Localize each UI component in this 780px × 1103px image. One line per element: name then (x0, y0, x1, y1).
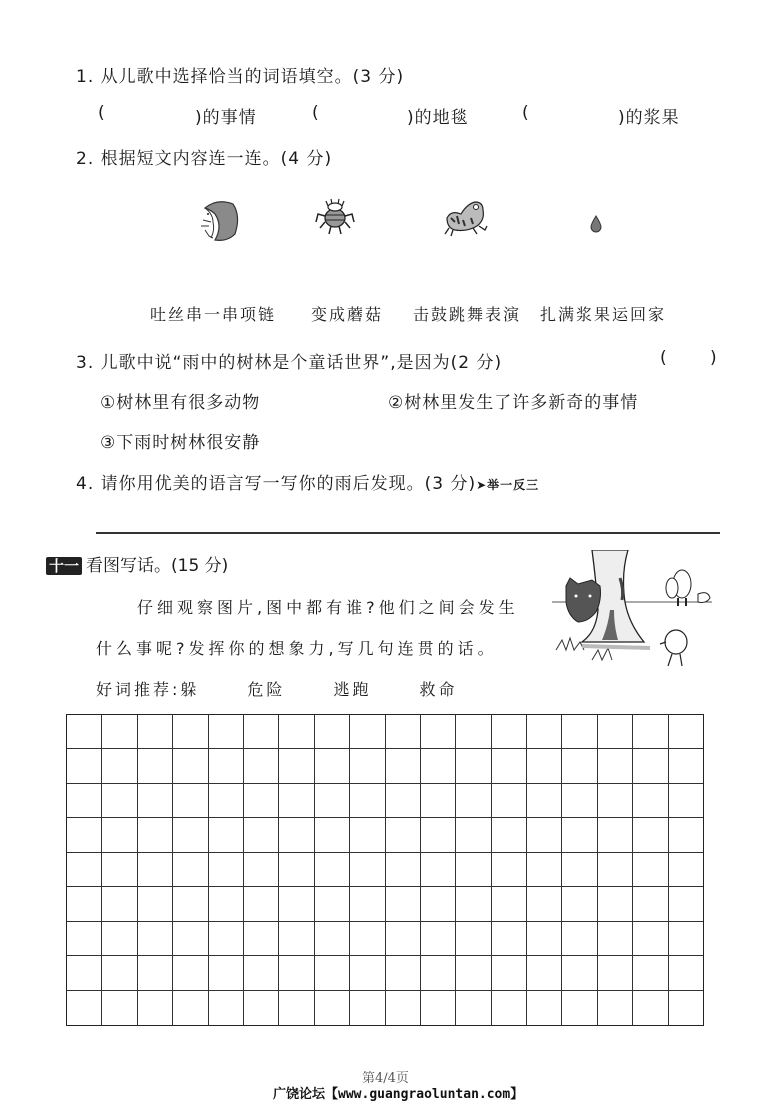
grid-cell[interactable] (173, 956, 208, 990)
grid-cell[interactable] (244, 715, 279, 749)
answer-open-paren: ( (660, 348, 667, 368)
grid-cell[interactable] (279, 818, 314, 852)
question-2-title: 2. 根据短文内容连一连。(4 分) (76, 149, 333, 169)
grid-cell[interactable] (138, 784, 173, 818)
raindrop-icon[interactable] (589, 215, 603, 233)
grid-cell[interactable] (421, 818, 456, 852)
grid-cell[interactable] (173, 784, 208, 818)
grid-cell[interactable] (669, 784, 703, 818)
question-4 (76, 469, 539, 494)
grid-cell[interactable] (67, 887, 102, 921)
grid-cell[interactable] (562, 853, 597, 887)
grid-cell[interactable] (386, 991, 421, 1025)
prompt-line-1: 仔细观察图片,图中都有谁?他们之间会发生 (137, 598, 519, 617)
grid-cell[interactable] (527, 749, 562, 783)
grid-cell[interactable] (456, 991, 491, 1025)
grid-cell[interactable] (562, 818, 597, 852)
grid-cell[interactable] (598, 784, 633, 818)
grid-cell[interactable] (421, 853, 456, 887)
grid-cell[interactable] (67, 991, 102, 1025)
grid-cell[interactable] (598, 922, 633, 956)
grid-cell[interactable] (386, 715, 421, 749)
grid-cell[interactable] (562, 715, 597, 749)
grid-cell[interactable] (315, 887, 350, 921)
grid-cell[interactable] (562, 749, 597, 783)
grid-cell[interactable] (562, 991, 597, 1025)
grid-cell[interactable] (279, 991, 314, 1025)
option-3[interactable]: ③下雨时树林很安静 (100, 433, 261, 453)
grid-cell[interactable] (386, 956, 421, 990)
grid-cell[interactable] (527, 922, 562, 956)
grid-cell[interactable] (209, 749, 244, 783)
grid-cell[interactable] (315, 715, 350, 749)
grid-cell[interactable] (421, 749, 456, 783)
grid-cell[interactable] (350, 784, 385, 818)
hedgehog-icon[interactable] (195, 196, 243, 244)
grid-cell[interactable] (598, 853, 633, 887)
grid-cell[interactable] (315, 922, 350, 956)
grid-cell[interactable] (633, 784, 668, 818)
grid-cell[interactable] (598, 818, 633, 852)
grid-cell[interactable] (244, 784, 279, 818)
phrase-1[interactable]: 吐丝串一串项链 (150, 305, 277, 324)
grid-cell[interactable] (138, 956, 173, 990)
grid-cell[interactable] (67, 956, 102, 990)
grid-cell[interactable] (315, 784, 350, 818)
section-11-title: 看图写话。(15 分) (86, 556, 229, 576)
grid-cell[interactable] (527, 991, 562, 1025)
option-2[interactable]: ②树林里发生了许多新奇的事情 (388, 393, 639, 413)
grid-cell[interactable] (633, 956, 668, 990)
grid-cell[interactable] (386, 922, 421, 956)
grid-cell[interactable] (350, 991, 385, 1025)
grid-cell[interactable] (244, 749, 279, 783)
grid-cell[interactable] (562, 922, 597, 956)
grid-row (67, 853, 703, 887)
grid-cell[interactable] (102, 991, 137, 1025)
grid-cell[interactable] (527, 887, 562, 921)
grid-cell[interactable] (492, 922, 527, 956)
grid-cell[interactable] (209, 818, 244, 852)
grid-cell[interactable] (456, 956, 491, 990)
grid-cell[interactable] (209, 956, 244, 990)
grid-cell[interactable] (209, 887, 244, 921)
writing-grid[interactable] (66, 714, 704, 1026)
blank-2-open: ( (312, 103, 319, 123)
section-number-badge: 十一 (46, 557, 82, 575)
grid-cell[interactable] (456, 853, 491, 887)
grid-cell[interactable] (669, 922, 703, 956)
grid-row (67, 956, 703, 990)
grid-cell[interactable] (527, 853, 562, 887)
grid-cell[interactable] (633, 887, 668, 921)
grid-cell[interactable] (350, 922, 385, 956)
grid-row (67, 749, 703, 783)
grid-cell[interactable] (527, 818, 562, 852)
grid-cell[interactable] (279, 887, 314, 921)
grid-cell[interactable] (209, 922, 244, 956)
phrase-3[interactable]: 击鼓跳舞表演 (413, 305, 522, 324)
grid-cell[interactable] (244, 991, 279, 1025)
grid-cell[interactable] (492, 887, 527, 921)
grid-cell[interactable] (102, 715, 137, 749)
grid-cell[interactable] (173, 749, 208, 783)
grid-cell[interactable] (102, 922, 137, 956)
grid-cell[interactable] (669, 991, 703, 1025)
grid-cell[interactable] (421, 784, 456, 818)
grid-cell[interactable] (386, 818, 421, 852)
grid-cell[interactable] (244, 818, 279, 852)
grid-cell[interactable] (138, 715, 173, 749)
grid-cell[interactable] (527, 715, 562, 749)
grid-cell[interactable] (633, 853, 668, 887)
grid-cell[interactable] (421, 956, 456, 990)
phrase-2[interactable]: 变成蘑菇 (311, 305, 384, 324)
grid-cell[interactable] (456, 887, 491, 921)
question-1-title: 1. 从儿歌中选择恰当的词语填空。(3 分) (76, 67, 405, 87)
grid-cell[interactable] (633, 922, 668, 956)
grid-cell[interactable] (67, 818, 102, 852)
grid-cell[interactable] (527, 784, 562, 818)
grid-row (67, 991, 703, 1025)
grid-cell[interactable] (669, 715, 703, 749)
grid-cell[interactable] (209, 853, 244, 887)
answer-close-paren: ) (710, 348, 717, 368)
grid-cell[interactable] (492, 715, 527, 749)
grid-row (67, 887, 703, 921)
grid-cell[interactable] (421, 922, 456, 956)
grid-cell[interactable] (669, 818, 703, 852)
grid-cell[interactable] (67, 749, 102, 783)
grid-cell[interactable] (315, 749, 350, 783)
grid-cell[interactable] (67, 715, 102, 749)
blank-2-close: )的地毯 (407, 108, 469, 128)
grid-cell[interactable] (527, 956, 562, 990)
grid-cell[interactable] (279, 784, 314, 818)
grid-cell[interactable] (386, 887, 421, 921)
grid-cell[interactable] (279, 715, 314, 749)
grid-cell[interactable] (562, 887, 597, 921)
grid-cell[interactable] (138, 749, 173, 783)
blank-3-open: ( (522, 103, 529, 123)
frog-icon[interactable] (443, 198, 489, 238)
wolf-and-chick-illustration (552, 550, 722, 670)
grid-cell[interactable] (279, 749, 314, 783)
grid-cell[interactable] (421, 887, 456, 921)
phrase-4[interactable]: 扎满浆果运回家 (540, 305, 667, 324)
grid-cell[interactable] (456, 784, 491, 818)
grid-cell[interactable] (67, 922, 102, 956)
prompt-line-2: 什么事呢?发挥你的想象力,写几句连贯的话。 (96, 639, 498, 658)
grid-cell[interactable] (173, 853, 208, 887)
grid-cell[interactable] (244, 853, 279, 887)
grid-cell[interactable] (244, 922, 279, 956)
grid-cell[interactable] (350, 818, 385, 852)
grid-cell[interactable] (633, 715, 668, 749)
grid-cell[interactable] (492, 818, 527, 852)
grid-cell[interactable] (633, 818, 668, 852)
page-number: 第4/4页 (362, 1071, 409, 1086)
grid-cell[interactable] (350, 749, 385, 783)
grid-cell[interactable] (315, 956, 350, 990)
grid-cell[interactable] (102, 818, 137, 852)
grid-cell[interactable] (350, 887, 385, 921)
grid-cell[interactable] (598, 749, 633, 783)
site-footer (273, 1083, 523, 1102)
grid-cell[interactable] (598, 991, 633, 1025)
good-words-label: 好词推荐: (96, 680, 181, 699)
grid-cell[interactable] (350, 715, 385, 749)
grid-cell[interactable] (669, 853, 703, 887)
grid-cell[interactable] (102, 887, 137, 921)
grid-cell[interactable] (102, 749, 137, 783)
grid-cell[interactable] (67, 784, 102, 818)
grid-cell[interactable] (138, 887, 173, 921)
grid-cell[interactable] (456, 749, 491, 783)
question-3-title: 3. 儿歌中说“雨中的树林是个童话世界”,是因为(2 分) (76, 353, 503, 373)
grid-cell[interactable] (386, 749, 421, 783)
grid-row (67, 715, 703, 749)
grid-cell[interactable] (209, 784, 244, 818)
grid-cell[interactable] (350, 956, 385, 990)
good-word-3: 逃跑 (333, 680, 372, 699)
good-word-4: 救命 (419, 680, 458, 699)
grid-cell[interactable] (456, 715, 491, 749)
grid-cell[interactable] (386, 784, 421, 818)
grid-cell[interactable] (173, 991, 208, 1025)
grid-cell[interactable] (279, 922, 314, 956)
grid-cell[interactable] (492, 749, 527, 783)
grid-cell[interactable] (279, 956, 314, 990)
site-name: 广饶论坛 (273, 1087, 326, 1102)
good-word-2: 危险 (247, 680, 286, 699)
answer-line[interactable] (96, 532, 720, 534)
grid-row (67, 818, 703, 852)
question-4-title: 4. 请你用优美的语言写一写你的雨后发现。(3 分) (76, 474, 477, 494)
grid-cell[interactable] (633, 991, 668, 1025)
grid-row (67, 922, 703, 956)
grid-cell[interactable] (456, 818, 491, 852)
blank-2-input[interactable] (322, 100, 407, 124)
grid-cell[interactable] (173, 887, 208, 921)
grid-cell[interactable] (67, 853, 102, 887)
grid-cell[interactable] (279, 853, 314, 887)
grid-cell[interactable] (315, 853, 350, 887)
grid-cell[interactable] (669, 956, 703, 990)
grid-cell[interactable] (209, 715, 244, 749)
grid-cell[interactable] (562, 784, 597, 818)
option-1[interactable]: ①树林里有很多动物 (100, 393, 261, 413)
grid-cell[interactable] (315, 991, 350, 1025)
good-words (96, 677, 457, 700)
grid-cell[interactable] (669, 887, 703, 921)
grid-cell[interactable] (386, 853, 421, 887)
grid-cell[interactable] (492, 853, 527, 887)
grid-cell[interactable] (244, 956, 279, 990)
grid-cell[interactable] (315, 818, 350, 852)
grid-cell[interactable] (421, 991, 456, 1025)
grid-cell[interactable] (598, 887, 633, 921)
grid-cell[interactable] (633, 749, 668, 783)
grid-cell[interactable] (173, 922, 208, 956)
grid-cell[interactable] (598, 715, 633, 749)
grid-cell[interactable] (102, 784, 137, 818)
grid-cell[interactable] (173, 715, 208, 749)
grid-cell[interactable] (138, 991, 173, 1025)
grid-cell[interactable] (421, 715, 456, 749)
grid-cell[interactable] (456, 922, 491, 956)
blank-1-close: )的事情 (195, 108, 257, 128)
blank-3-close: )的浆果 (618, 108, 680, 128)
site-url[interactable]: 【www.guangraoluntan.com】 (325, 1087, 524, 1102)
grid-cell[interactable] (102, 853, 137, 887)
grid-cell[interactable] (138, 922, 173, 956)
question-3-answer-input[interactable] (670, 346, 706, 370)
grid-row (67, 784, 703, 818)
grid-cell[interactable] (492, 784, 527, 818)
grid-cell[interactable] (244, 887, 279, 921)
good-word-1: 躲 (180, 680, 200, 699)
blank-3-input[interactable] (532, 100, 617, 124)
grid-cell[interactable] (562, 956, 597, 990)
grid-cell[interactable] (669, 749, 703, 783)
grid-cell[interactable] (138, 818, 173, 852)
section-11-header (46, 551, 228, 576)
grid-cell[interactable] (209, 991, 244, 1025)
blank-1-open: ( (98, 103, 105, 123)
grid-cell[interactable] (598, 956, 633, 990)
practice-tag: ➤举一反三 (476, 478, 540, 492)
grid-cell[interactable] (102, 956, 137, 990)
grid-cell[interactable] (350, 853, 385, 887)
grid-cell[interactable] (492, 956, 527, 990)
spider-icon[interactable] (313, 196, 357, 238)
grid-cell[interactable] (492, 991, 527, 1025)
blank-1-input[interactable] (108, 100, 193, 124)
grid-cell[interactable] (173, 818, 208, 852)
grid-cell[interactable] (138, 853, 173, 887)
